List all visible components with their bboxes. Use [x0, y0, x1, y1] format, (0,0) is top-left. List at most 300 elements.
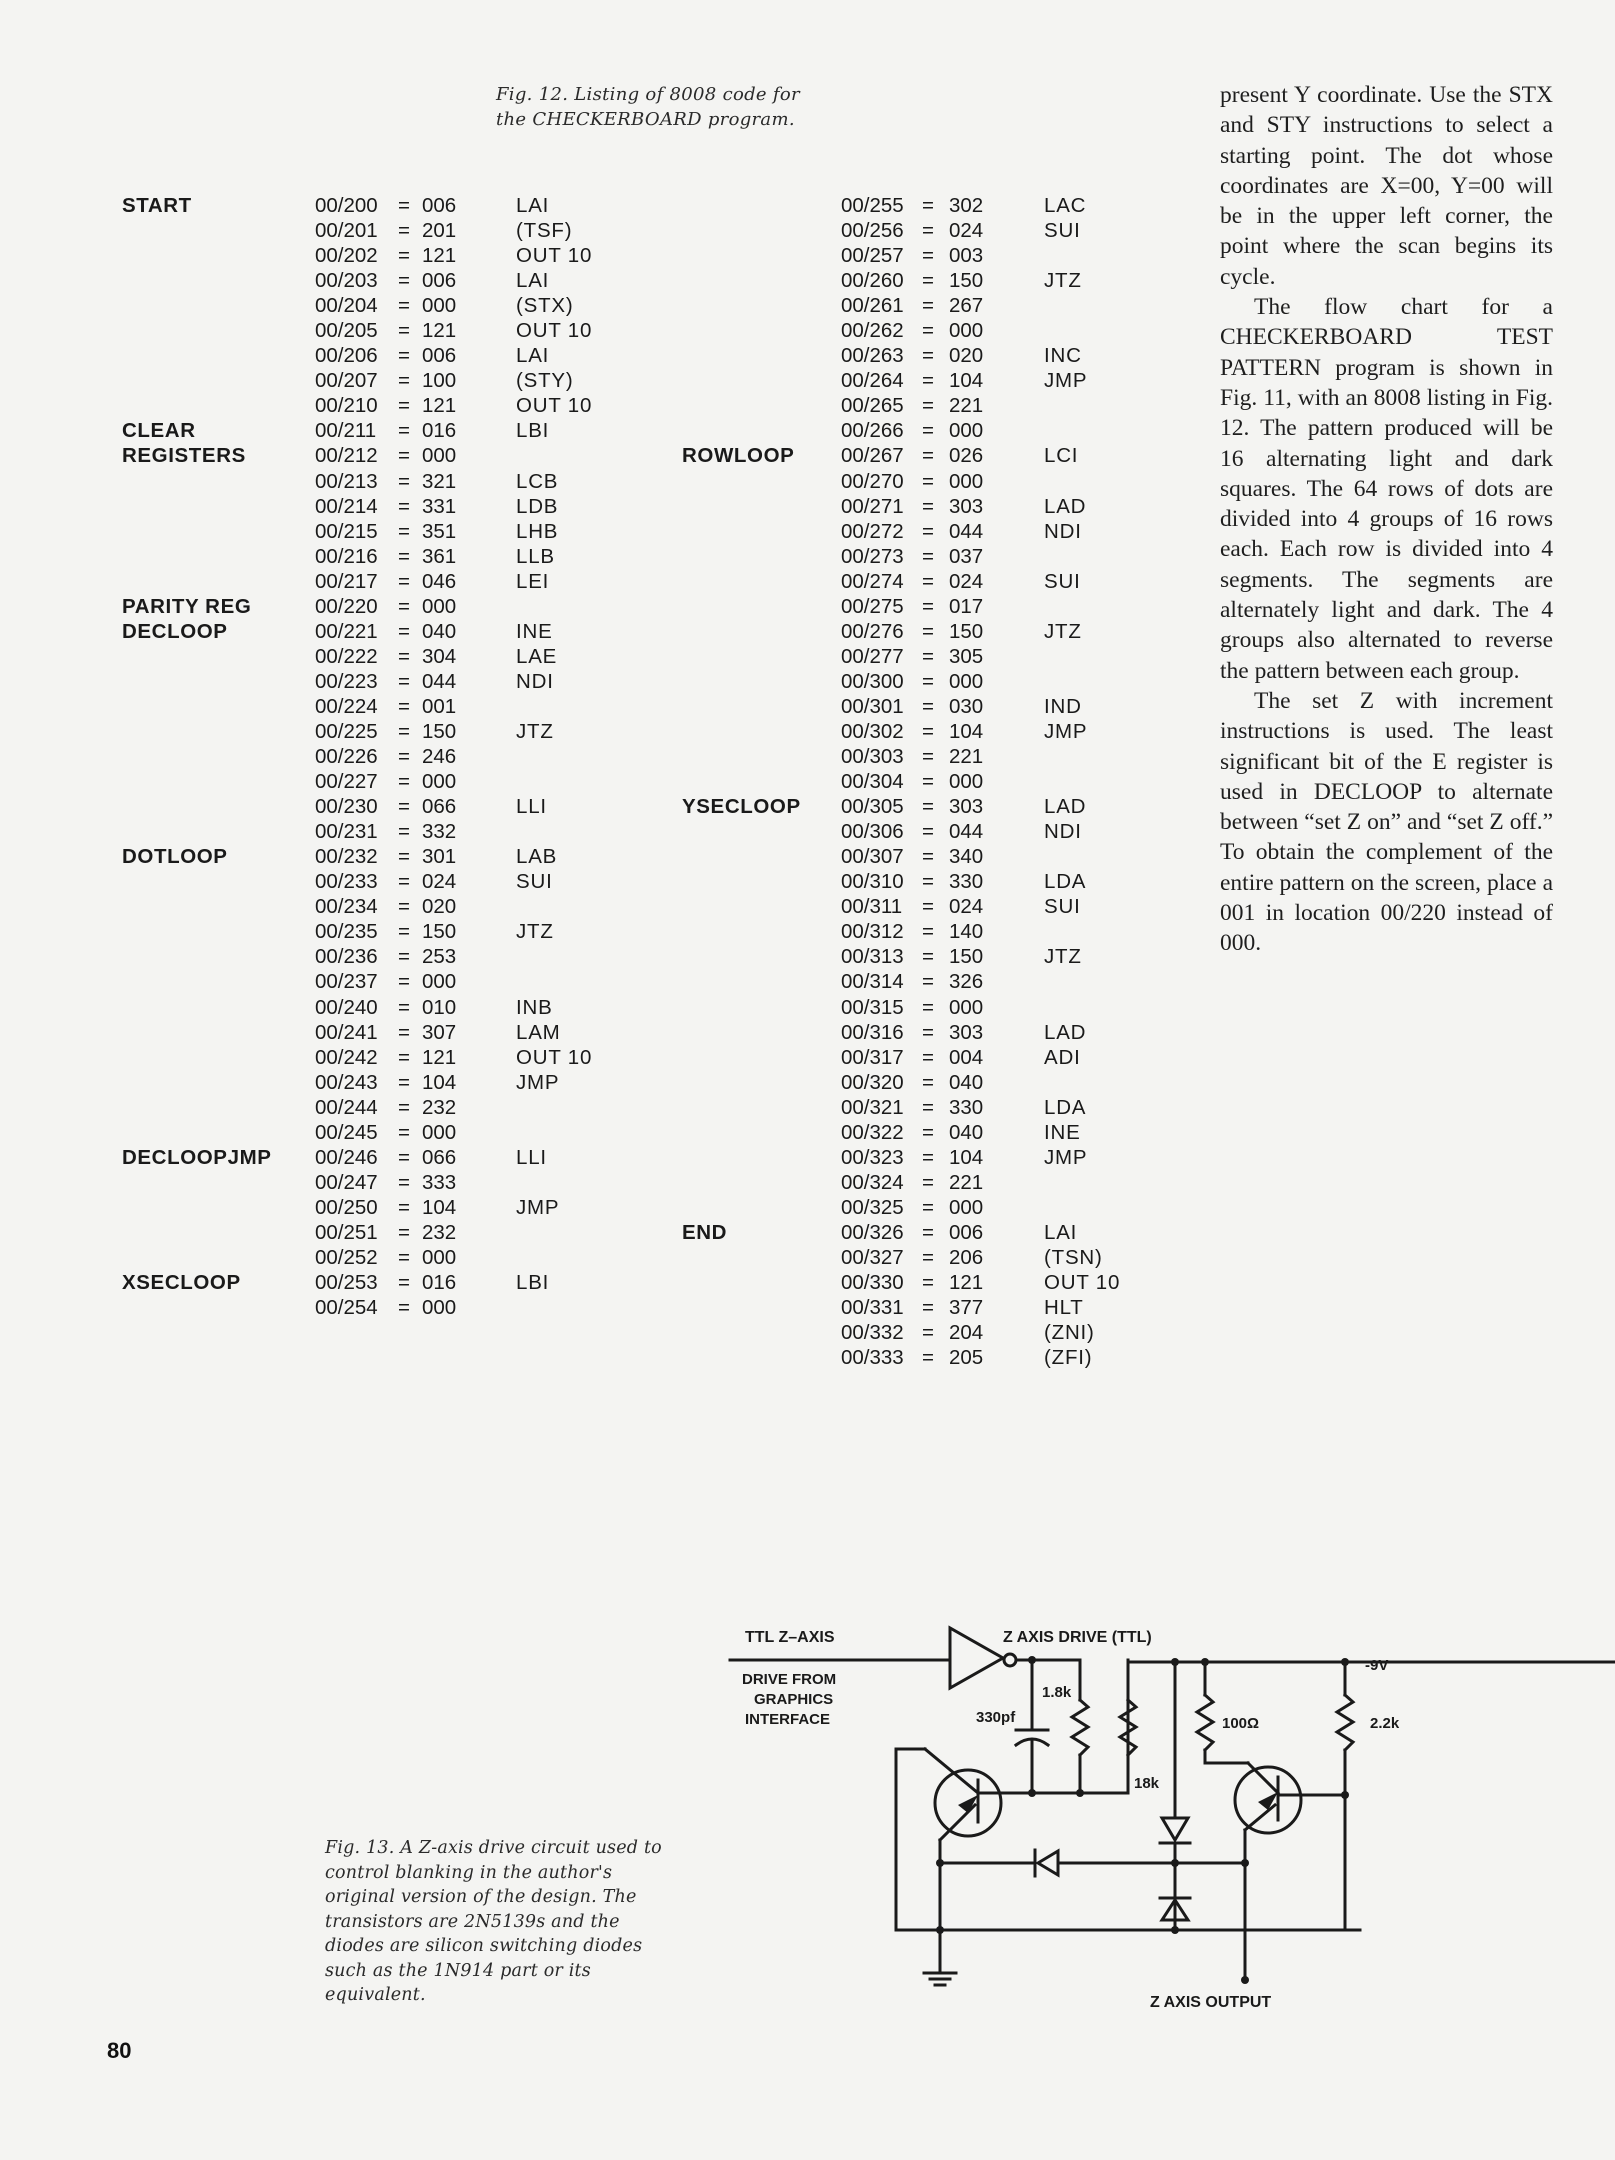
listing-value: 000 [949, 669, 984, 693]
listing-mnemonic: IND [1044, 694, 1082, 718]
listing-value: 201 [422, 219, 457, 243]
listing-address: 00/262 [841, 319, 904, 343]
listing-mnemonic: LAI [516, 194, 550, 217]
listing-address: 00/316 [841, 1020, 904, 1044]
listing-value: 044 [949, 820, 984, 844]
listing-address: 00/332 [841, 1321, 904, 1345]
listing-address: 00/244 [315, 1095, 378, 1119]
listing-address: 00/311 [841, 895, 903, 919]
listing-equals: = [922, 594, 934, 618]
listing-mnemonic: LLB [516, 544, 555, 568]
listing-mnemonic: ADI [1044, 1045, 1081, 1069]
listing-equals: = [398, 519, 410, 543]
listing-equals: = [922, 544, 934, 568]
listing-mnemonic: LAI [516, 269, 550, 293]
page-number: 80 [107, 2038, 132, 2063]
listing-mnemonic: JMP [1044, 1145, 1088, 1169]
listing-address: 00/325 [841, 1195, 904, 1219]
listing-equals: = [398, 719, 410, 743]
listing-equals: = [922, 1145, 934, 1169]
listing-value: 000 [422, 1245, 457, 1269]
listing-value: 150 [422, 719, 457, 743]
listing-address: 00/251 [315, 1220, 378, 1244]
listing-mnemonic: (STY) [516, 369, 574, 393]
listing-equals: = [922, 1020, 934, 1044]
listing-address: 00/261 [841, 294, 904, 318]
listing-equals: = [398, 895, 410, 919]
listing-mnemonic: LAI [516, 344, 550, 368]
listing-value: 121 [422, 319, 457, 343]
label-resistor-2-2k: 2.2k [1370, 1715, 1400, 1732]
listing-equals: = [922, 219, 934, 243]
listing-mnemonic: LBI [516, 1271, 550, 1295]
listing-equals: = [922, 319, 934, 343]
label-drive-from: DRIVE FROM [742, 1671, 837, 1688]
listing-mnemonic: LAD [1044, 1020, 1087, 1044]
listing-address: 00/273 [841, 544, 904, 568]
listing-value: 140 [949, 920, 984, 944]
listing-equals: = [398, 694, 410, 718]
listing-value: 100 [422, 369, 457, 393]
listing-mnemonic: (ZFI) [1044, 1346, 1093, 1370]
listing-value: 326 [949, 970, 984, 994]
listing-value: 150 [949, 945, 984, 969]
listing-equals: = [922, 1271, 934, 1295]
listing-equals: = [922, 1170, 934, 1194]
listing-equals: = [398, 269, 410, 293]
listing-value: 040 [422, 619, 457, 643]
listing-equals: = [398, 820, 410, 844]
listing-equals: = [398, 1070, 410, 1094]
fig12-caption-line1: Fig. 12. Listing of 8008 code for [496, 84, 800, 105]
listing-address: 00/243 [315, 1070, 378, 1094]
listing-mnemonic: INE [516, 619, 553, 643]
listing-value: 303 [949, 1020, 984, 1044]
listing-mnemonic: LEI [516, 569, 550, 593]
listing-mnemonic: LAC [1044, 194, 1087, 217]
listing-value: 016 [422, 1271, 457, 1295]
listing-value: 304 [422, 644, 457, 668]
listing-value: 066 [422, 1145, 457, 1169]
listing-label: DOTLOOP [122, 845, 228, 869]
listing-value: 232 [422, 1095, 457, 1119]
listing-address: 00/236 [315, 945, 378, 969]
listing-address: 00/220 [315, 594, 378, 618]
listing-equals: = [922, 945, 934, 969]
listing-address: 00/263 [841, 344, 904, 368]
listing-value: 205 [949, 1346, 984, 1370]
listing-value: 024 [949, 569, 984, 593]
listing-label: START [122, 194, 192, 217]
listing-equals: = [398, 1020, 410, 1044]
listing-mnemonic: LLI [516, 795, 547, 819]
listing-value: 321 [422, 469, 457, 493]
listing-value: 302 [949, 194, 984, 217]
listing-address: 00/313 [841, 945, 904, 969]
listing-value: 104 [949, 369, 984, 393]
fig12-caption [496, 82, 856, 132]
fig12-caption-line2: the CHECKERBOARD program. [496, 109, 795, 130]
listing-address: 00/312 [841, 920, 904, 944]
listing-address: 00/202 [315, 244, 378, 268]
listing-equals: = [922, 444, 934, 468]
listing-value: 333 [422, 1170, 457, 1194]
listing-equals: = [922, 1120, 934, 1144]
listing-value: 001 [422, 694, 457, 718]
diode-upper-icon [1162, 1818, 1188, 1840]
listing-value: 040 [949, 1120, 984, 1144]
listing-address: 00/231 [315, 820, 378, 844]
listing-value: 000 [949, 995, 984, 1019]
z-axis-drive-circuit [720, 1600, 1400, 2020]
listing-mnemonic: LLI [516, 1145, 547, 1169]
listing-value: 221 [949, 1170, 984, 1194]
listing-label: REGISTERS [122, 444, 246, 468]
label-z-axis-drive: Z AXIS DRIVE (TTL) [1003, 1629, 1152, 1646]
listing-value: 004 [949, 1045, 984, 1069]
listing-mnemonic: JMP [516, 1070, 560, 1094]
listing-address: 00/267 [841, 444, 904, 468]
listing-address: 00/206 [315, 344, 378, 368]
listing-equals: = [922, 1220, 934, 1244]
listing-address: 00/315 [841, 995, 904, 1019]
listing-value: 150 [949, 619, 984, 643]
listing-label: DECLOOPJMP [122, 1145, 272, 1169]
listing-value: 150 [949, 269, 984, 293]
listing-address: 00/200 [315, 194, 378, 217]
listing-equals: = [398, 294, 410, 318]
listing-equals: = [922, 1321, 934, 1345]
listing-value: 006 [422, 194, 457, 217]
label-graphics: GRAPHICS [754, 1691, 834, 1708]
label-supply: -9V [1365, 1657, 1389, 1674]
listing-equals: = [922, 494, 934, 518]
listing-value: 104 [949, 719, 984, 743]
listing-value: 000 [422, 1296, 457, 1320]
listing-equals: = [922, 669, 934, 693]
listing-value: 221 [949, 394, 984, 418]
listing-value: 267 [949, 294, 984, 318]
listing-address: 00/237 [315, 970, 378, 994]
listing-address: 00/205 [315, 319, 378, 343]
listing-value: 003 [949, 244, 984, 268]
listing-value: 204 [949, 1321, 984, 1345]
listing-value: 016 [422, 419, 457, 443]
listing-value: 030 [949, 694, 984, 718]
listing-value: 301 [422, 845, 457, 869]
listing-address: 00/214 [315, 494, 378, 518]
listing-value: 006 [422, 344, 457, 368]
listing-label: END [682, 1220, 728, 1244]
listing-equals: = [398, 469, 410, 493]
listing-address: 00/257 [841, 244, 904, 268]
listing-mnemonic: LAI [1044, 1220, 1078, 1244]
inverter-bubble-icon [1004, 1654, 1016, 1666]
listing-value: 000 [949, 419, 984, 443]
listing-value: 020 [949, 344, 984, 368]
listing-value: 000 [949, 469, 984, 493]
listing-mnemonic: OUT 10 [516, 1045, 593, 1069]
listing-equals: = [922, 1245, 934, 1269]
listing-mnemonic: JMP [1044, 369, 1088, 393]
listing-mnemonic: (TSF) [516, 219, 573, 243]
listing-equals: = [922, 820, 934, 844]
listing-address: 00/264 [841, 369, 904, 393]
listing-mnemonic: JTZ [1044, 945, 1082, 969]
listing-mnemonic: SUI [1044, 895, 1081, 919]
listing-value: 307 [422, 1020, 457, 1044]
listing-address: 00/211 [315, 419, 377, 443]
listing-label: ROWLOOP [682, 444, 795, 468]
listing-address: 00/320 [841, 1070, 904, 1094]
listing-value: 332 [422, 820, 457, 844]
listing-equals: = [398, 970, 410, 994]
listing-value: 006 [949, 1220, 984, 1244]
listing-address: 00/302 [841, 719, 904, 743]
listing-value: 044 [949, 519, 984, 543]
listing-address: 00/213 [315, 469, 378, 493]
listing-address: 00/270 [841, 469, 904, 493]
listing-address: 00/307 [841, 845, 904, 869]
resistor-2-2k-icon [1337, 1695, 1353, 1750]
listing-equals: = [922, 519, 934, 543]
listing-equals: = [922, 1195, 934, 1219]
listing-mnemonic: JTZ [516, 920, 554, 944]
label-interface: INTERFACE [745, 1711, 831, 1728]
listing-equals: = [922, 694, 934, 718]
listing-address: 00/215 [315, 519, 378, 543]
listing-value: 000 [949, 770, 984, 794]
listing-equals: = [398, 1245, 410, 1269]
listing-address: 00/266 [841, 419, 904, 443]
listing-address: 00/234 [315, 895, 378, 919]
listing-address: 00/327 [841, 1245, 904, 1269]
listing-value: 377 [949, 1296, 984, 1320]
listing-address: 00/317 [841, 1045, 904, 1069]
listing-mnemonic: LAE [516, 644, 558, 668]
listing-mnemonic: (ZNI) [1044, 1321, 1095, 1345]
listing-mnemonic: JTZ [516, 719, 554, 743]
listing-value: 010 [422, 995, 457, 1019]
listing-address: 00/245 [315, 1120, 378, 1144]
listing-mnemonic: NDI [1044, 820, 1082, 844]
listing-value: 000 [422, 594, 457, 618]
listing-value: 330 [949, 870, 984, 894]
listing-equals: = [922, 795, 934, 819]
listing-address: 00/255 [841, 194, 904, 217]
listing-equals: = [922, 1070, 934, 1094]
listing-equals: = [922, 719, 934, 743]
listing-address: 00/326 [841, 1220, 904, 1244]
listing-mnemonic: OUT 10 [1044, 1271, 1121, 1295]
listing-address: 00/246 [315, 1145, 378, 1169]
listing-mnemonic: INC [1044, 344, 1082, 368]
listing-label: DECLOOP [122, 619, 228, 643]
listing-equals: = [398, 745, 410, 769]
listing-value: 104 [949, 1145, 984, 1169]
article-body-text [1220, 80, 1553, 959]
listing-mnemonic: LAD [1044, 795, 1087, 819]
listing-equals: = [398, 544, 410, 568]
listing-mnemonic: INB [516, 995, 553, 1019]
listing-equals: = [398, 594, 410, 618]
listing-equals: = [398, 419, 410, 443]
listing-value: 017 [949, 594, 984, 618]
label-ttl-z-axis: TTL Z–AXIS [745, 1629, 835, 1646]
listing-equals: = [398, 1296, 410, 1320]
listing-address: 00/225 [315, 719, 378, 743]
listing-address: 00/306 [841, 820, 904, 844]
listing-address: 00/203 [315, 269, 378, 293]
listing-equals: = [398, 444, 410, 468]
listing-equals: = [398, 319, 410, 343]
output-terminal-icon [1241, 1976, 1249, 1984]
listing-equals: = [398, 369, 410, 393]
listing-mnemonic: JTZ [1044, 269, 1082, 293]
listing-equals: = [398, 770, 410, 794]
listing-address: 00/235 [315, 920, 378, 944]
listing-equals: = [922, 1045, 934, 1069]
listing-value: 104 [422, 1195, 457, 1219]
listing-value: 303 [949, 494, 984, 518]
listing-equals: = [922, 845, 934, 869]
listing-equals: = [922, 469, 934, 493]
listing-value: 121 [422, 1045, 457, 1069]
listing-address: 00/223 [315, 669, 378, 693]
listing-mnemonic: OUT 10 [516, 319, 593, 343]
listing-address: 00/331 [841, 1296, 904, 1320]
listing-mnemonic: LCB [516, 469, 559, 493]
listing-equals: = [398, 569, 410, 593]
listing-value: 303 [949, 795, 984, 819]
listing-address: 00/250 [315, 1195, 378, 1219]
listing-value: 066 [422, 795, 457, 819]
listing-mnemonic: OUT 10 [516, 394, 593, 418]
listing-mnemonic: NDI [516, 669, 554, 693]
listing-equals: = [398, 644, 410, 668]
listing-address: 00/276 [841, 619, 904, 643]
listing-address: 00/216 [315, 544, 378, 568]
listing-equals: = [922, 419, 934, 443]
listing-address: 00/272 [841, 519, 904, 543]
listing-equals: = [922, 644, 934, 668]
listing-address: 00/305 [841, 795, 904, 819]
listing-equals: = [398, 619, 410, 643]
listing-address: 00/322 [841, 1120, 904, 1144]
listing-equals: = [922, 745, 934, 769]
listing-mnemonic: INE [1044, 1120, 1081, 1144]
listing-value: 000 [422, 970, 457, 994]
listing-address: 00/310 [841, 870, 904, 894]
listing-mnemonic: JTZ [1044, 619, 1082, 643]
listing-equals: = [398, 1220, 410, 1244]
fig13-caption: Fig. 13. A Z-axis drive circuit used to control blanking in the author's original version of the design. The transistors are 2N5139s and the diodes are silicon switching diodes such as the 1N914 part or its equivalent. [325, 1838, 662, 2005]
listing-equals: = [922, 294, 934, 318]
listing-equals: = [922, 194, 934, 217]
listing-equals: = [922, 870, 934, 894]
listing-label: CLEAR [122, 419, 196, 443]
listing-mnemonic: HLT [1044, 1296, 1084, 1320]
listing-equals: = [398, 194, 410, 217]
listing-equals: = [922, 569, 934, 593]
listing-mnemonic: LCI [1044, 444, 1079, 468]
listing-equals: = [922, 970, 934, 994]
listing-address: 00/265 [841, 394, 904, 418]
listing-address: 00/224 [315, 694, 378, 718]
listing-equals: = [922, 895, 934, 919]
body-paragraph: present Y coordinate. Use the STX and STY instructions to select a starting point. The dot whose coordinates are X=00, Y=00 will be in the upper left corner, the point where the scan begins its cycle. [1220, 82, 1553, 290]
listing-mnemonic: LHB [516, 519, 559, 543]
listing-equals: = [922, 369, 934, 393]
listing-address: 00/247 [315, 1170, 378, 1194]
listing-mnemonic: SUI [1044, 219, 1081, 243]
listing-equals: = [398, 219, 410, 243]
listing-address: 00/333 [841, 1346, 904, 1370]
listing-equals: = [922, 995, 934, 1019]
listing-value: 044 [422, 669, 457, 693]
listing-value: 221 [949, 745, 984, 769]
listing-equals: = [398, 1170, 410, 1194]
listing-equals: = [398, 795, 410, 819]
listing-address: 00/232 [315, 845, 378, 869]
listing-value: 330 [949, 1095, 984, 1119]
listing-mnemonic: LAD [1044, 494, 1087, 518]
listing-value: 361 [422, 544, 457, 568]
listing-equals: = [922, 1296, 934, 1320]
listing-mnemonic: LAM [516, 1020, 561, 1044]
listing-mnemonic: LDA [1044, 1095, 1087, 1119]
label-capacitor: 330pf [976, 1709, 1016, 1726]
listing-value: 000 [422, 1120, 457, 1144]
listing-equals: = [398, 394, 410, 418]
listing-equals: = [398, 494, 410, 518]
listing-value: 104 [422, 1070, 457, 1094]
listing-mnemonic: LDB [516, 494, 559, 518]
listing-mnemonic: (STX) [516, 294, 574, 318]
listing-value: 000 [949, 319, 984, 343]
listing-address: 00/260 [841, 269, 904, 293]
listing-address: 00/300 [841, 669, 904, 693]
listing-address: 00/314 [841, 970, 904, 994]
listing-mnemonic: JMP [516, 1195, 560, 1219]
listing-value: 000 [422, 770, 457, 794]
listing-address: 00/207 [315, 369, 378, 393]
listing-equals: = [398, 1195, 410, 1219]
listing-value: 026 [949, 444, 984, 468]
listing-value: 121 [949, 1271, 984, 1295]
listing-address: 00/217 [315, 569, 378, 593]
listing-address: 00/212 [315, 444, 378, 468]
listing-value: 000 [422, 294, 457, 318]
listing-value: 121 [422, 244, 457, 268]
label-z-axis-output: Z AXIS OUTPUT [1150, 1994, 1272, 2011]
listing-value: 020 [422, 895, 457, 919]
listing-equals: = [398, 244, 410, 268]
listing-equals: = [922, 1346, 934, 1370]
listing-value: 037 [949, 544, 984, 568]
listing-address: 00/233 [315, 870, 378, 894]
listing-label: PARITY REG [122, 594, 252, 618]
listing-label: YSECLOOP [682, 795, 801, 819]
listing-mnemonic: LAB [516, 845, 558, 869]
listing-mnemonic: NDI [1044, 519, 1082, 543]
label-resistor-1-8k: 1.8k [1042, 1684, 1072, 1701]
listing-value: 246 [422, 745, 457, 769]
listing-address: 00/210 [315, 394, 378, 418]
listing-address: 00/256 [841, 219, 904, 243]
body-paragraph: The flow chart for a CHECKERBOARD TEST PATTERN program is shown in Fig. 11, with an 8008 listing in Fig. 12. The pattern produced will be 16 alternating light and dark squares. The 64 rows of dots are divided into 4 groups of 16 rows each. Each row is divided into 4 segments. The segments are alternately light and dark. The 4 groups also alternated to reverse the pattern between each group. [1220, 294, 1553, 684]
listing-address: 00/252 [315, 1245, 378, 1269]
